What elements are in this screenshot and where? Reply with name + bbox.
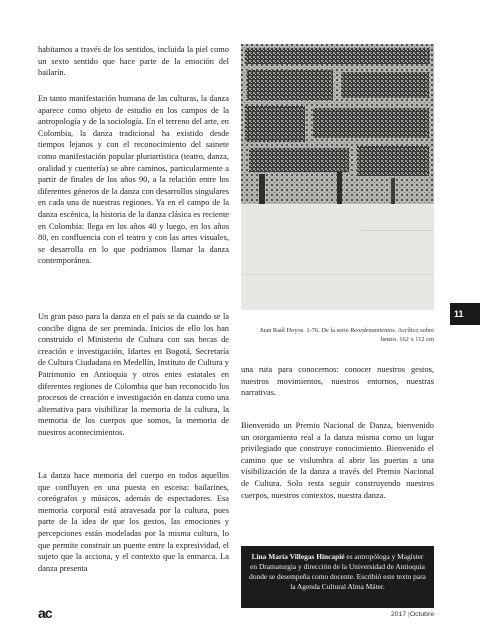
footer-issue-date <box>391 611 434 618</box>
footer-separator: | <box>408 611 410 618</box>
author-bio-box <box>241 546 434 608</box>
artwork-caption <box>241 326 434 344</box>
author-name: Lina María Villegas Hincapié <box>251 552 345 561</box>
paragraph-intro-continued: habitamos a través de los sentidos, incluida la piel como un sexto sentido que hace parte de la emoción del bailarín. <box>38 45 229 78</box>
magazine-logo: ac <box>38 605 52 621</box>
paragraph-dance-awards: Un gran paso para la danza en el país se da cuando se la concibe digna de ser premiada. Inicios de ello los han construido el Ministerio de Cultura con sus becas de creación e investigación, Idartes en Bogotá, Secretaría de Cultura Ciudadana en Medellín, Instituto de Cultura y Patrimonio en Antioquia y otros entes estatales en diferentes regiones de Colombia que han reconocido los procesos de creación e investigación en danza como una alternativa para visibilizar la memoria de la cultura, la memoria de los cuerpos que somos, la memoria de nuestros acontecimientos. <box>38 312 229 437</box>
page-number-tab <box>450 303 480 325</box>
artwork-image <box>241 44 434 310</box>
page-number: 11 <box>454 309 464 319</box>
paragraph-dance-memory: La danza hace memoria del cuerpo en todos aquellos que confluyen en una puesta en escena: bailarines, coreógrafos y músicos, además de espectadores. Esa memoria corporal está atravesada por la cultura, pues parte de la idea de que los gestos, las emociones y percepciones están modeladas por la misma cultura, lo que permite construir un puente entre la expresividad, el sujeto que la acciona, y el contexto que la enmarca. La danza presenta <box>38 471 229 573</box>
footer-year: 2017 <box>391 611 407 618</box>
author-bio: es antropóloga y Magíster en Dramaturgia y dirección de la Universidad de Antioquia donde se desempeña como docente. Escribió este texto para la Agenda Cultural Alma Máter. <box>249 552 426 591</box>
paragraph-dance-culture: En tanto manifestación humana de las culturas, la danza aparece como objeto de estudio en los campos de la antropología y de la sociología. En el terreno del arte, en Colombia, la danza tradicional ha existido desde tiempos lejanos y con el reconocimiento del sainete como manifestación popular pluriartística (teatro, danza, oralidad y cuentería) se abre caminos, particularmente a partir de finales de los años 90, a la relación entre los diferentes géneros de la danza con desarrollos singulares en cada una de nuestras regiones. Ya en el campo de la danza escénica, la historia de la danza clásica es reciente en Colombia: llega en los años 40 y luego, en los años 80, en confluencia con el teatro y con las artes visuales, se desarrolla en lo que podríamos llamar la danza contemporánea. <box>38 94 229 266</box>
paragraph-welcome-award: Bienvenido un Premio Nacional de Danza, bienvenido un otorgamiento real a la danza misma como un lugar privilegiado que construye conocimiento. Bienvenido el camino que se vislumbra al abrir las puertas a una visibilización de la danza a través del Premio Nacional de Cultura. Solo resta seguir construyendo nuestros cuerpos, nuestros contextos, nuestra danza. <box>241 421 434 500</box>
caption-prefix: Juan Raúl Hoyos. 1-76. De la serie <box>259 327 351 334</box>
caption-series-title: Reordenamientos <box>350 327 395 334</box>
paragraph-route: una ruta para conocernos: conocer nuestros gestos, nuestros movimientos, nuestros entornos, nuestras narrativas. <box>241 365 434 398</box>
caption-suffix: . Acrílico sobre lienzo. 162 x 112 cm <box>380 327 434 343</box>
footer-month: Octubre <box>409 611 434 618</box>
